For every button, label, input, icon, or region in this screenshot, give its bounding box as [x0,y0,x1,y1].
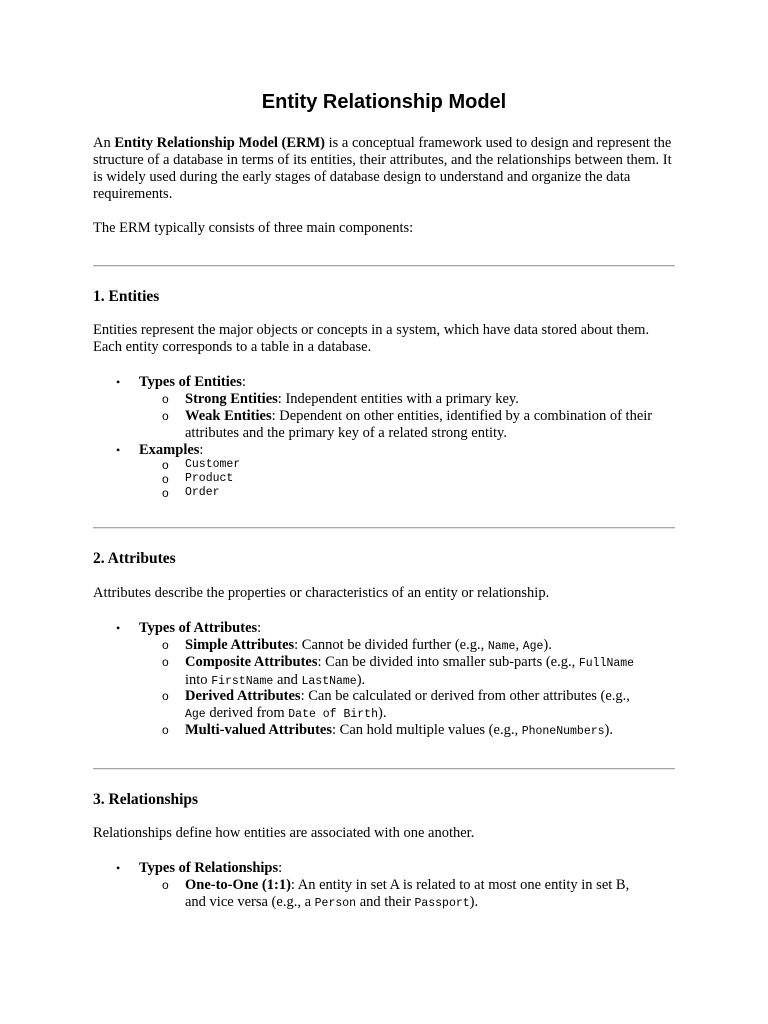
intro-paragraph [93,135,678,203]
sub-bullet-icon: o [162,655,169,669]
inline-code: Name [487,640,516,653]
section-heading-attributes: 2. Attributes [93,550,176,567]
inline-code: Age [522,640,544,653]
entities-description: Entities represent the major objects or concepts in a system, which have data stored about them. Each entity corresponds to a table in a database. [93,322,650,355]
sub-bullet-icon: o [162,689,169,703]
intro-body: is a conceptual framework used to design and represent the structure of a database in terms of its entities, their attributes, and the relationships between them. It is widely used during the early stages of database design to understand and organize the data requirements. [93,135,672,202]
relationships-description: Relationships define how entities are associated with one another. [93,825,475,841]
term: Composite Attributes [185,654,318,670]
inline-code: Age [185,708,206,721]
list-label: Examples [139,442,200,458]
sub-bullet-icon: o [162,392,169,406]
section-heading-entities: 1. Entities [93,288,160,305]
document-title: Entity Relationship Model [261,91,507,113]
sub-bullet-icon: o [162,878,169,892]
term: One-to-One (1:1) [185,877,291,893]
sub-bullet-icon: o [162,486,169,500]
term: Simple Attributes [185,637,295,653]
bullet-icon: • [116,443,121,457]
example-code: Customer [185,458,241,471]
example-code: Product [185,472,234,485]
bullet-icon: • [116,861,121,875]
list-label: Types of Attributes [139,620,258,636]
inline-code: LastName [301,675,357,688]
sub-bullet-icon: o [162,458,169,472]
bullet-icon: • [116,375,121,389]
example-code: Order [185,486,220,499]
inline-code: Person [314,897,357,910]
inline-code: Date of Birth [288,708,378,721]
intro-lead: An [93,135,115,151]
document-page: Entity Relationship Model An Entity Relationship Model (ERM) is a conceptual framework used to design and represent the structure of a database in terms of its entities, their attributes, and the relationships between them. It is widely used during the early stages of database design to understand and organize the data requirements. The ERM typically consists of three main components: 1. Entities Entities represent the major objects or concepts in a system, which have data stored about them. Each entity corresponds to a table in a database. • Types of Entities: o Strong Entities: Independent entities with a primary key. o Weak Entities: Dependent on other entities, identified by a combination of their attributes and the primary key of a related strong entity. • Examples: o Customer o Product o Order 2. Attributes Attributes describe the properties or characteristics of an entity or relationship. • Types of Attributes: o Simple Attributes: Cannot be divided further (e.g., Name, Age). o Composite Attributes: Can be divided into smaller sub-parts (e.g., FullName into FirstName and LastName). o Derived Attributes: Can be calculated or derived from other attributes (e.g., Age derived from Date of Birth). o Multi-valued Attributes: Can hold multiple values (e.g., PhoneNumbers). 3. Relationships Relationships define how entities are associated with one another. • Types of Relationships: o One-to-One (1:1): An entity in set A is related to at most one entity in set B, and vice versa (e.g., a Person and their Passport). [0,0,768,1024]
inline-code: PhoneNumbers [521,725,605,738]
section-divider [93,768,675,770]
list-label: Types of Entities [139,374,242,390]
sub-bullet-icon: o [162,723,169,737]
intro-components-line: The ERM typically consists of three main components: [93,220,414,236]
bullet-icon: • [116,621,121,635]
attributes-description: Attributes describe the properties or characteristics of an entity or relationship. [93,585,550,601]
term: Multi-valued Attributes [185,722,333,738]
list-label: Types of Relationships [139,860,279,876]
section-heading-relationships: 3. Relationships [93,791,199,808]
term: Strong Entities [185,391,278,407]
inline-code: FullName [578,657,635,670]
sub-bullet-icon: o [162,409,169,423]
term: Weak Entities [185,408,272,424]
sub-bullet-icon: o [162,472,169,486]
section-divider [93,265,675,267]
inline-code: Passport [414,897,470,910]
term: Derived Attributes [185,688,301,704]
intro-term: Entity Relationship Model (ERM) [114,135,326,151]
section-divider [93,527,675,529]
inline-code: FirstName [211,675,274,688]
sub-bullet-icon: o [162,638,169,652]
